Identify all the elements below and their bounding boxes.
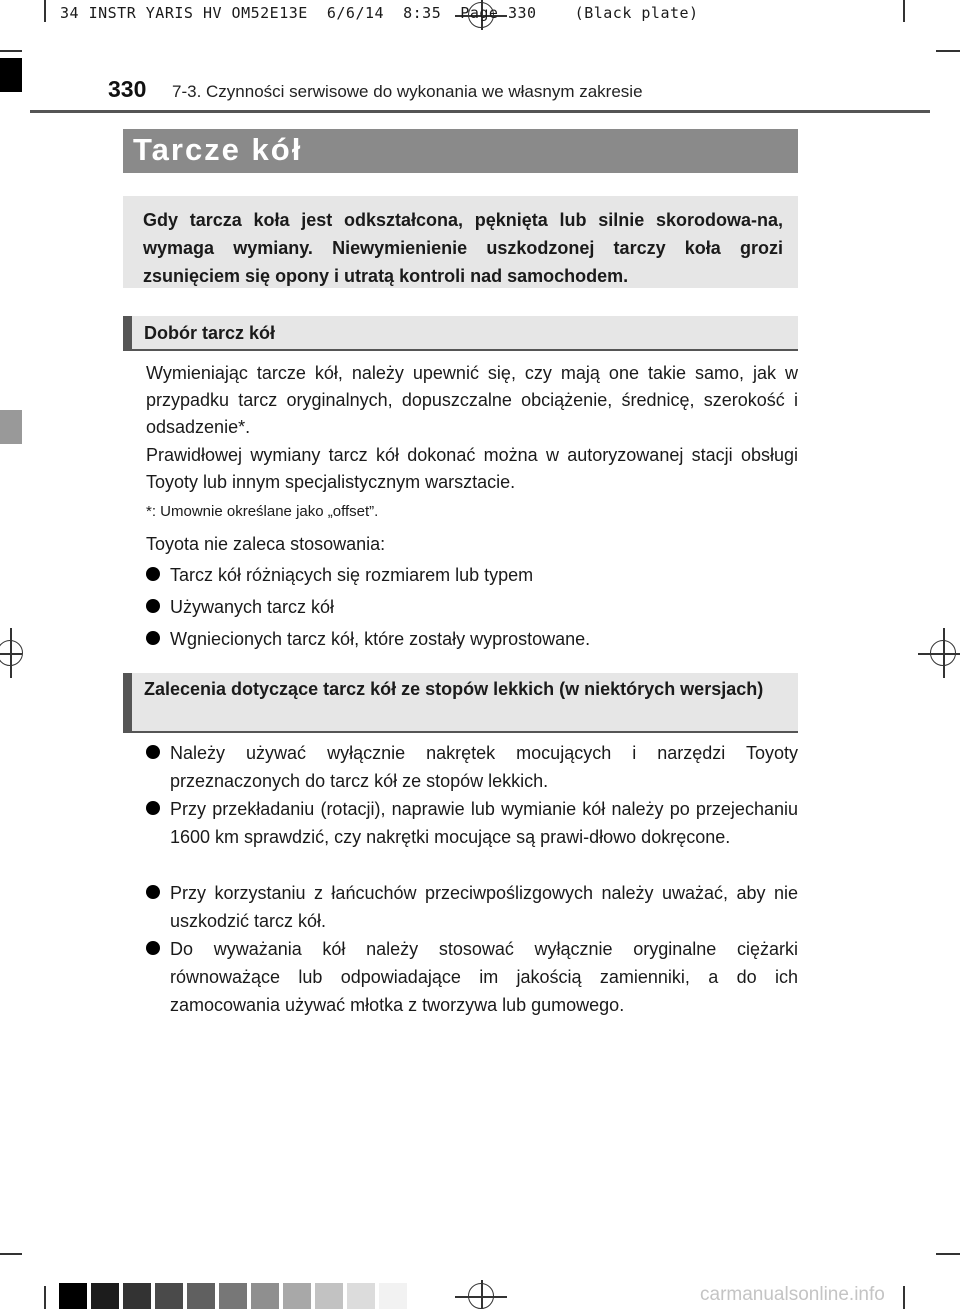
list-item-text: Wgniecionych tarcz kół, które zostały wyprostowane. (170, 629, 591, 649)
watermark: carmanualsonline.info (700, 1284, 885, 1305)
bullet-icon (146, 745, 160, 759)
page-title-bar (123, 129, 798, 173)
list-item-text: Przy korzystaniu z łańcuchów przeciwpoślizgowych należy uważać, aby nie uszkodzić tarcz kół. (170, 883, 798, 931)
color-swatch (379, 1283, 407, 1309)
color-swatch (347, 1283, 375, 1309)
print-slug: 34 INSTR YARIS HV OM52E13E 6/6/14 8:35 Page 330 (Black plate) (60, 4, 699, 22)
color-swatch (219, 1283, 247, 1309)
header-rule (30, 110, 930, 113)
paragraph-replacement: Prawidłowej wymiany tarcz kół dokonać można w autoryzowanej stacji obsługi Toyoty lub innym specjalistycznym warsztacie. (146, 445, 798, 492)
bullet-icon (146, 885, 160, 899)
subsection-heading-alloy-wheels (123, 673, 798, 733)
color-swatch (251, 1283, 279, 1309)
color-swatch (283, 1283, 311, 1309)
color-swatch (123, 1283, 151, 1309)
color-swatch (187, 1283, 215, 1309)
paragraph-intro: Toyota nie zaleca stosowania: (146, 534, 386, 554)
color-swatch (59, 1283, 87, 1309)
bullet-icon (146, 801, 160, 815)
bullet-icon (146, 599, 160, 613)
chapter-tab-marker (0, 58, 22, 92)
subsection-heading-text: Dobór tarcz kół (144, 323, 276, 343)
subsection-heading-text: Zalecenia dotyczące tarcz kół ze stopów lekkich (w niektórych wersjach) (144, 679, 764, 699)
color-swatch (155, 1283, 183, 1309)
warning-text: Gdy tarcza koła jest odkształcona, pęknięta lub silnie skorodowa-na, wymaga wymiany. Niewymienienie uszkodzonej tarczy koła grozi zsunięciem się opony i utratą kontroli nad samochodem. (143, 210, 783, 286)
footnote: *: Umownie określane jako „offset”. (146, 503, 379, 520)
list-item-text: Używanych tarcz kół (170, 597, 335, 617)
list-item-text: Do wyważania kół należy stosować wyłącznie oryginalne ciężarki równoważące lub odpowiadające im jakością zamienniki, a do ich zamocowania używać młotka z tworzywa lub gumowego. (170, 939, 798, 1015)
warning-box (123, 196, 798, 288)
subsection-rule (123, 731, 798, 733)
color-swatch (315, 1283, 343, 1309)
side-tab-marker (0, 410, 22, 444)
bullet-icon (146, 941, 160, 955)
page-title: Tarcze kół (133, 132, 303, 167)
color-swatch (91, 1283, 119, 1309)
page-number: 330 (108, 76, 147, 102)
subsection-heading-wheel-selection (123, 316, 798, 351)
subsection-rule (123, 349, 798, 351)
paragraph-selection: Wymieniając tarcze kół, należy upewnić się, czy mają one takie samo, jak w przypadku tarcz oryginalnych, dopuszczalne obciążenie, średnicę, szerokość i odsadzenie*. (146, 363, 798, 437)
section-header: 7-3. Czynności serwisowe do wykonania we własnym zakresie (172, 82, 643, 101)
list-item-text: Przy przekładaniu (rotacji), naprawie lub wymianie kół należy po przejechaniu 1600 km sprawdzić, czy nakrętki mocujące są prawi-dłowo dokręcone. (170, 799, 798, 847)
bullet-icon (146, 631, 160, 645)
list-item-text: Należy używać wyłącznie nakrętek mocujących i narzędzi Toyoty przeznaczonych do tarcz kół ze stopów lekkich. (170, 743, 798, 791)
bullet-icon (146, 567, 160, 581)
list-item-text: Tarcz kół różniących się rozmiarem lub typem (170, 565, 534, 585)
